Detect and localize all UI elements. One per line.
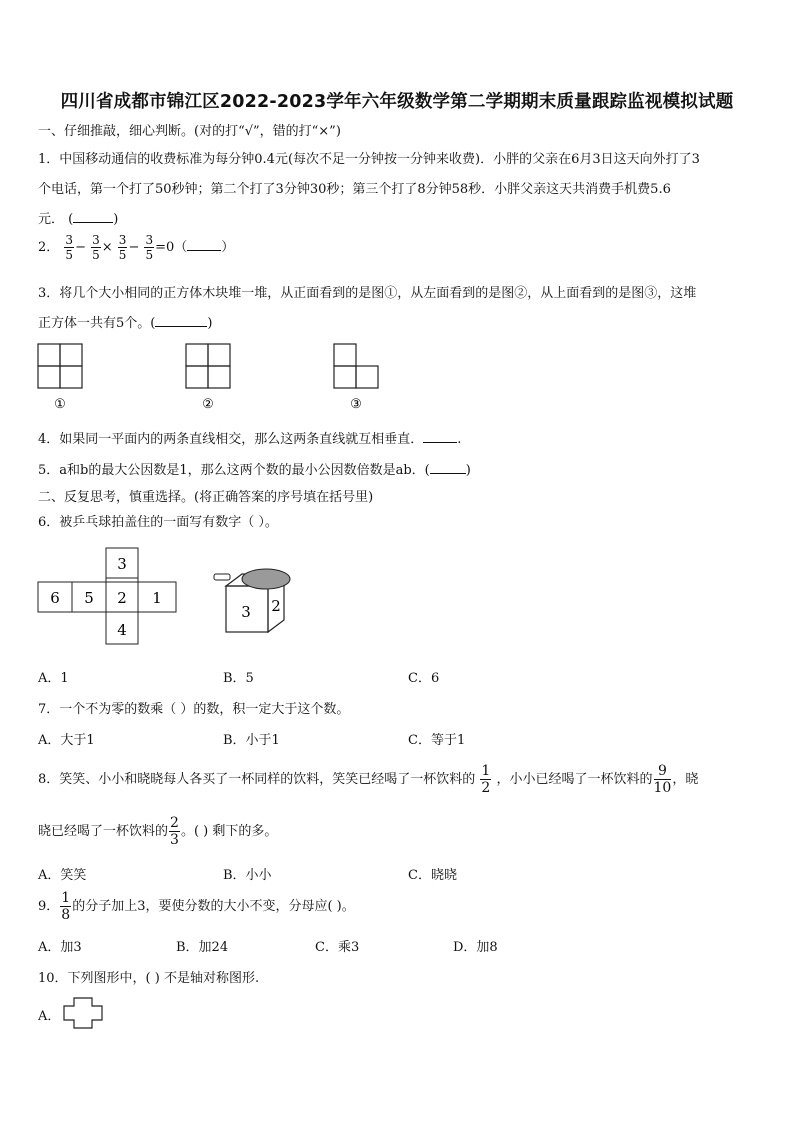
operator: × (101, 240, 113, 255)
cross-shape-figure (62, 996, 106, 1032)
cube-face-side: 2 (271, 597, 281, 615)
question-10-text: 10．下列图形中，( ) 不是轴对称图形. (38, 971, 260, 986)
question-6-option-c[interactable]: C．6 (408, 671, 440, 686)
question-7-option-c[interactable]: C．等于1 (408, 733, 466, 748)
net-face-4: 1 (152, 589, 162, 607)
question-9-option-b[interactable]: B．加24 (176, 940, 229, 955)
paddle-icon (242, 569, 290, 589)
question-7-text: 7．一个不为零的数乘（ ）的数，积一定大于这个数。 (38, 702, 350, 717)
question-6-option-a[interactable]: A．1 (38, 671, 69, 686)
figure-label-1: ① (54, 397, 66, 412)
question-4-text: 4．如果同一平面内的两条直线相交，那么这两条直线就互相垂直． (38, 432, 424, 447)
cube-with-paddle (214, 569, 290, 632)
question-6-text: 6．被乒乓球拍盖住的一面写有数字（ ）。 (38, 515, 278, 530)
question-8-line-1 (38, 764, 698, 795)
question-8-text-1: 8．笑笑、小小和晓晓每人各买了一杯同样的饮料，笑笑已经喝了一杯饮料的 (38, 772, 476, 787)
question-9-option-c[interactable]: C．乘3 (315, 940, 360, 955)
question-4 (38, 428, 461, 447)
question-9-number: 9． (38, 899, 60, 914)
question-1-text: 元． ( (38, 212, 74, 227)
net-face-1: 6 (50, 589, 60, 607)
question-7-option-b[interactable]: B．小于1 (223, 733, 280, 748)
net-face-top: 3 (117, 555, 127, 573)
question-8-option-b[interactable]: B．小小 (223, 868, 272, 883)
figure-label-2: ② (202, 397, 214, 412)
net-face-bottom: 4 (117, 621, 127, 639)
answer-blank[interactable] (423, 431, 457, 443)
net-face-2: 5 (84, 589, 94, 607)
question-8-line-2 (38, 816, 277, 847)
fraction: $\frac{3}{5}$ (145, 233, 154, 262)
question-8-text-4: 晓已经喝了一杯饮料的 (38, 824, 169, 839)
question-7-option-a[interactable]: A．大于1 (38, 733, 95, 748)
figure-label-3: ③ (350, 397, 362, 412)
fraction: $\frac{2}{3}$ (170, 815, 179, 848)
question-1-line-1: 1．中国移动通信的收费标准为每分钟0.4元(每次不足一分钟按一分钟来收费)．小胖的父亲在6月3日这天向外打了3 (38, 152, 700, 167)
question-8-option-a[interactable]: A．笑笑 (38, 868, 87, 883)
section-1-heading: 一、仔细推敲，细心判断。(对的打“√”，错的打“×”) (38, 124, 341, 139)
question-8-text-2: ，小小已经喝了一杯饮料的 (496, 772, 653, 787)
figure-front-view (38, 344, 82, 388)
answer-blank[interactable] (155, 315, 207, 327)
question-1-close: ) (113, 212, 119, 227)
cube-net-figure (30, 544, 310, 650)
figure-left-view (186, 344, 230, 388)
question-9-option-a[interactable]: A．加3 (38, 940, 82, 955)
question-4-end: . (457, 432, 462, 447)
question-8-text-5: 。( ) 剩下的多。 (180, 824, 278, 839)
operator: − (75, 240, 86, 255)
cube-face-front: 3 (241, 603, 251, 621)
question-10-option-a[interactable]: A． (38, 1009, 61, 1024)
question-9-text: 的分子加上3，要使分数的大小不变，分母应( )。 (72, 899, 355, 914)
question-2-close: ） (221, 240, 235, 255)
question-5-close: ) (465, 463, 471, 478)
answer-blank[interactable] (430, 462, 466, 474)
fraction: $\frac{3}{5}$ (92, 233, 100, 262)
answer-blank[interactable] (187, 239, 221, 251)
question-5-text: 5．a和b的最大公因数是1，那么这两个数的最小公因数倍数是ab．( (38, 463, 430, 478)
question-9 (38, 891, 355, 922)
fraction: $\frac{9}{10}$ (653, 763, 672, 796)
fraction: $\frac{1}{8}$ (61, 890, 71, 923)
figure-top-view (334, 344, 378, 388)
question-6-option-b[interactable]: B．5 (223, 671, 254, 686)
view-figures (30, 340, 400, 415)
question-1-line-2: 个电话，第一个打了50秒钟；第二个打了3分钟30秒；第三个打了8分钟58秒．小胖父亲这天共消费手机费5.6 (38, 182, 671, 197)
question-9-option-d[interactable]: D．加8 (453, 940, 498, 955)
fraction: $\frac{3}{5}$ (118, 233, 127, 262)
question-2-equals: =0（ (155, 240, 188, 255)
question-3-close: ) (207, 316, 213, 331)
question-8-text-3: ，晓 (672, 772, 699, 787)
answer-blank[interactable] (73, 211, 113, 223)
question-1-line-3 (38, 208, 118, 227)
section-2-heading: 二、反复思考，慎重选择。(将正确答案的序号填在括号里) (38, 490, 374, 505)
page-title: 四川省成都市锦江区2022-2023学年六年级数学第二学期期末质量跟踪监视模拟试题 (60, 92, 734, 112)
question-8-option-c[interactable]: C．晓晓 (408, 868, 457, 883)
question-2 (38, 234, 234, 261)
operator: − (128, 240, 140, 255)
fraction: $\frac{1}{2}$ (481, 763, 491, 796)
net-face-3: 2 (117, 589, 127, 607)
question-5 (38, 459, 471, 478)
question-2-number: 2． (38, 240, 60, 255)
question-3-line-2 (38, 312, 212, 331)
question-3-line-1: 3．将几个大小相同的正方体木块堆一堆，从正面看到的是图①，从左面看到的是图②，从上面看到的是图③，这堆 (38, 286, 697, 301)
fraction: $\frac{3}{5}$ (65, 233, 74, 262)
question-3-text: 正方体一共有5个。( (38, 316, 156, 331)
